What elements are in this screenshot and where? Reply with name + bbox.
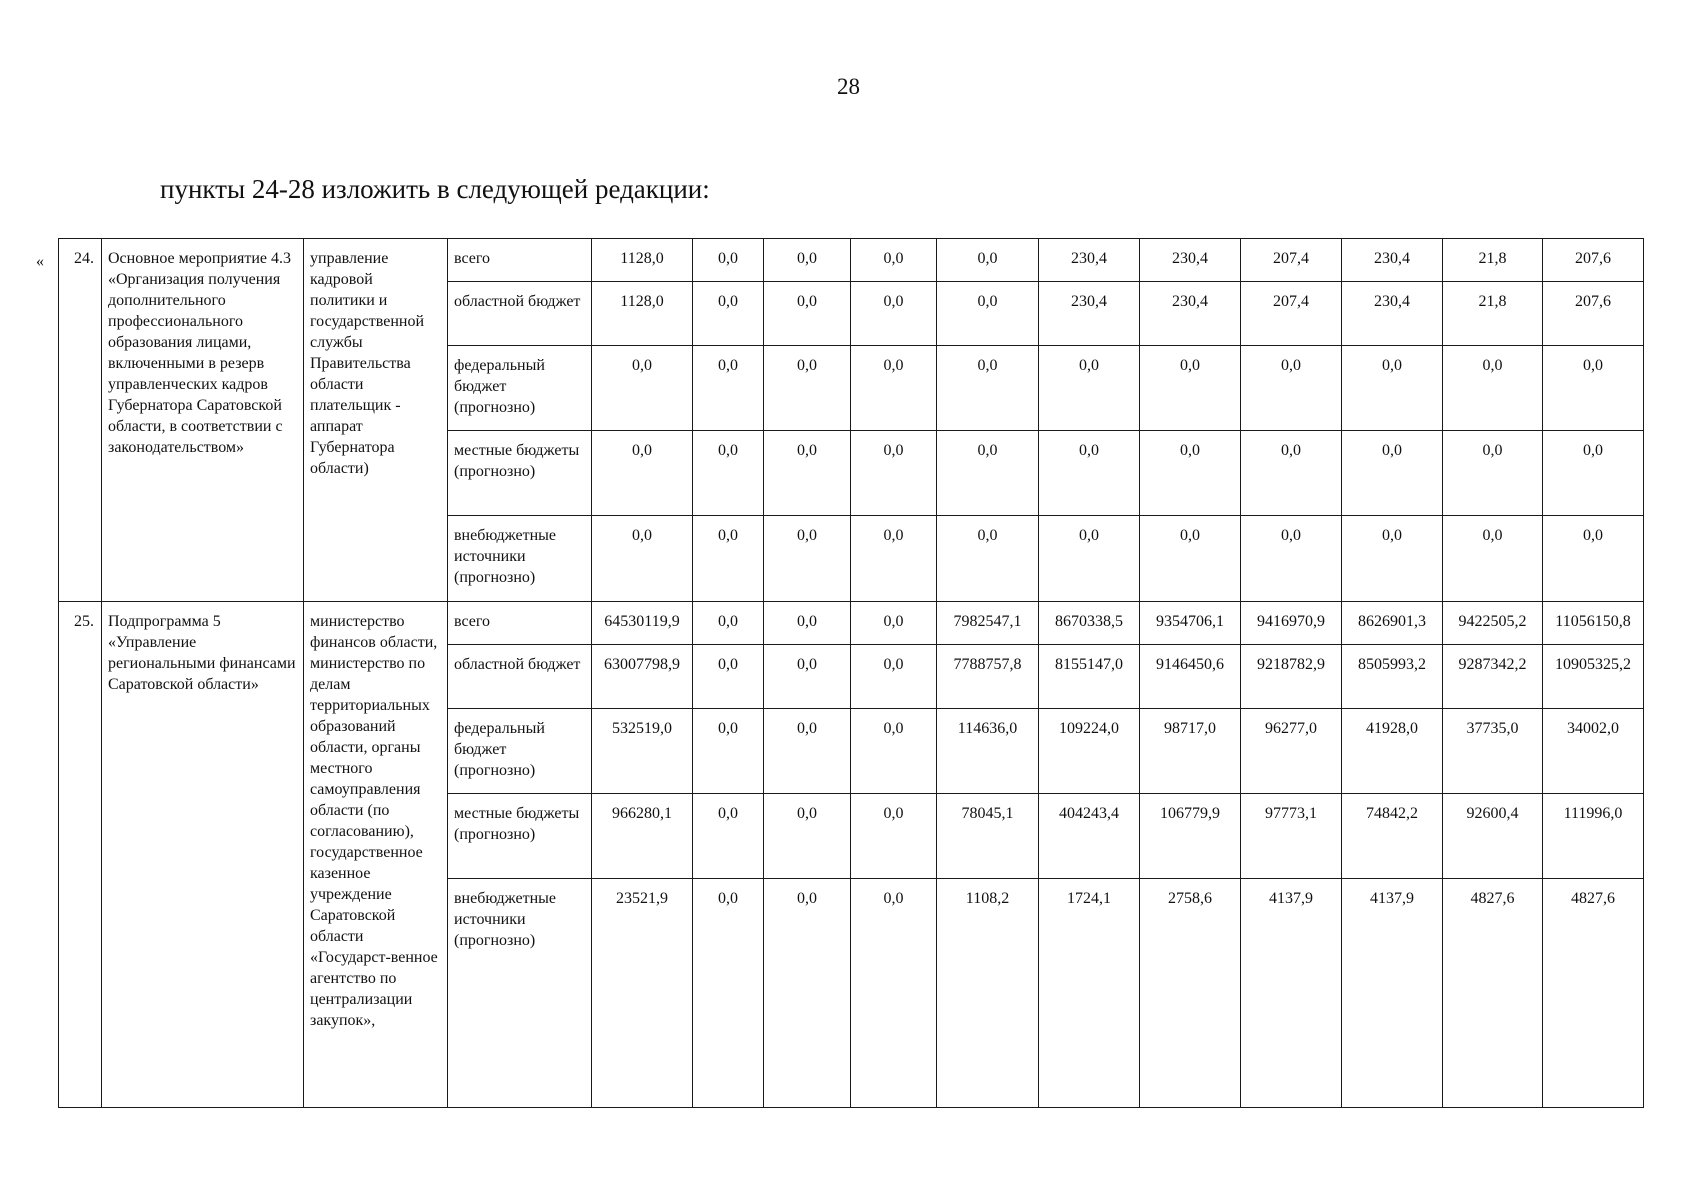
funding-value-cell: 0,0: [592, 516, 693, 602]
funding-value-cell: 230,4: [1039, 239, 1140, 282]
funding-value-cell: 0,0: [937, 431, 1039, 516]
funding-value-cell: 0,0: [592, 346, 693, 431]
item-number: 25.: [59, 602, 102, 1108]
funding-value-cell: 0,0: [1543, 346, 1644, 431]
funding-value-cell: 9287342,2: [1443, 645, 1543, 709]
funding-value-cell: 0,0: [851, 346, 937, 431]
funding-value-cell: 37735,0: [1443, 709, 1543, 794]
funding-value-cell: 21,8: [1443, 282, 1543, 346]
funding-value-cell: 0,0: [851, 516, 937, 602]
funding-value-cell: 0,0: [764, 282, 851, 346]
funding-value-cell: 2758,6: [1140, 879, 1241, 1108]
funding-value-cell: 114636,0: [937, 709, 1039, 794]
table-row: [59, 602, 1644, 645]
funding-value-cell: 96277,0: [1241, 709, 1342, 794]
funding-value-cell: 0,0: [1543, 516, 1644, 602]
funding-value-cell: 7788757,8: [937, 645, 1039, 709]
funding-value-cell: 1128,0: [592, 282, 693, 346]
funding-value-cell: 0,0: [1443, 346, 1543, 431]
funding-source-label: всего: [448, 239, 592, 282]
funding-value-cell: 0,0: [1342, 346, 1443, 431]
funding-value-cell: 0,0: [1140, 516, 1241, 602]
funding-value-cell: 9416970,9: [1241, 602, 1342, 645]
funding-value-cell: 207,6: [1543, 282, 1644, 346]
funding-value-cell: 41928,0: [1342, 709, 1443, 794]
funding-value-cell: 11056150,8: [1543, 602, 1644, 645]
funding-value-cell: 92600,4: [1443, 794, 1543, 879]
funding-value-cell: 532519,0: [592, 709, 693, 794]
funding-value-cell: 0,0: [1241, 516, 1342, 602]
funding-value-cell: 0,0: [851, 282, 937, 346]
funding-value-cell: 230,4: [1342, 239, 1443, 282]
funding-value-cell: 230,4: [1140, 239, 1241, 282]
funding-value-cell: 9354706,1: [1140, 602, 1241, 645]
funding-value-cell: 0,0: [1342, 431, 1443, 516]
item-name: Подпрограмма 5 «Управление региональными финансами Саратовской области»: [102, 602, 304, 1108]
funding-value-cell: 0,0: [1543, 431, 1644, 516]
item-name: Основное мероприятие 4.3 «Организация получения дополнительного профессионального образования лицами, включенными в резерв управленческих кадров Губернатора Саратовской области, в соответствии с законодательством»: [102, 239, 304, 602]
funding-value-cell: 207,4: [1241, 239, 1342, 282]
funding-value-cell: 9422505,2: [1443, 602, 1543, 645]
item-number: 24.: [59, 239, 102, 602]
funding-value-cell: 64530119,9: [592, 602, 693, 645]
page-number: 28: [837, 74, 860, 99]
funding-value-cell: 0,0: [937, 346, 1039, 431]
funding-value-cell: 230,4: [1342, 282, 1443, 346]
funding-source-label: всего: [448, 602, 592, 645]
item-executor: министерство финансов области, министерство по делам территориальных образований области, органы местного самоуправления области (по согласованию), государственное казенное учреждение Саратовской области «Государст-венное агентство по централизации закупок»,: [304, 602, 448, 1108]
funding-value-cell: 207,4: [1241, 282, 1342, 346]
funding-value-cell: 0,0: [937, 282, 1039, 346]
funding-value-cell: 9218782,9: [1241, 645, 1342, 709]
funding-value-cell: 0,0: [1241, 431, 1342, 516]
item-executor: управление кадровой политики и государственной службы Правительства области плательщик - аппарат Губернатора области): [304, 239, 448, 602]
funding-value-cell: 8670338,5: [1039, 602, 1140, 645]
funding-value-cell: 0,0: [851, 602, 937, 645]
funding-value-cell: 74842,2: [1342, 794, 1443, 879]
funding-value-cell: 8626901,3: [1342, 602, 1443, 645]
funding-value-cell: 0,0: [1140, 346, 1241, 431]
funding-value-cell: 0,0: [764, 709, 851, 794]
funding-value-cell: 0,0: [764, 346, 851, 431]
funding-value-cell: 0,0: [592, 431, 693, 516]
amendment-intro-text: пункты 24-28 изложить в следующей редакции:: [160, 174, 710, 204]
funding-value-cell: 23521,9: [592, 879, 693, 1108]
funding-value-cell: 0,0: [851, 794, 937, 879]
funding-value-cell: 0,0: [764, 431, 851, 516]
funding-value-cell: 0,0: [764, 516, 851, 602]
funding-source-label: федеральный бюджет (прогнозно): [448, 709, 592, 794]
funding-value-cell: 0,0: [693, 879, 764, 1108]
funding-source-label: местные бюджеты (прогнозно): [448, 431, 592, 516]
funding-value-cell: 207,6: [1543, 239, 1644, 282]
funding-value-cell: 34002,0: [1543, 709, 1644, 794]
funding-value-cell: 230,4: [1140, 282, 1241, 346]
funding-value-cell: 0,0: [1039, 346, 1140, 431]
funding-value-cell: 0,0: [764, 879, 851, 1108]
funding-value-cell: 0,0: [764, 645, 851, 709]
funding-value-cell: 10905325,2: [1543, 645, 1644, 709]
funding-value-cell: 111996,0: [1543, 794, 1644, 879]
funding-value-cell: 4827,6: [1443, 879, 1543, 1108]
funding-value-cell: 0,0: [851, 879, 937, 1108]
funding-value-cell: 97773,1: [1241, 794, 1342, 879]
opening-quote-mark: «: [36, 253, 44, 270]
funding-value-cell: 0,0: [851, 239, 937, 282]
funding-value-cell: 0,0: [693, 602, 764, 645]
funding-value-cell: 0,0: [693, 709, 764, 794]
budget-table: [58, 238, 1644, 1108]
funding-value-cell: 0,0: [693, 431, 764, 516]
funding-source-label: внебюджетные источники (прогнозно): [448, 879, 592, 1108]
funding-value-cell: 21,8: [1443, 239, 1543, 282]
funding-value-cell: 0,0: [851, 709, 937, 794]
funding-value-cell: 0,0: [693, 794, 764, 879]
funding-value-cell: 0,0: [693, 239, 764, 282]
funding-value-cell: 0,0: [851, 645, 937, 709]
funding-source-label: областной бюджет: [448, 645, 592, 709]
funding-value-cell: 404243,4: [1039, 794, 1140, 879]
funding-source-label: внебюджетные источники (прогнозно): [448, 516, 592, 602]
funding-value-cell: 0,0: [693, 645, 764, 709]
funding-value-cell: 4137,9: [1241, 879, 1342, 1108]
funding-value-cell: 0,0: [1039, 431, 1140, 516]
funding-value-cell: 8505993,2: [1342, 645, 1443, 709]
funding-value-cell: 1108,2: [937, 879, 1039, 1108]
funding-value-cell: 0,0: [1443, 516, 1543, 602]
funding-value-cell: 106779,9: [1140, 794, 1241, 879]
funding-value-cell: 0,0: [764, 602, 851, 645]
funding-value-cell: 1724,1: [1039, 879, 1140, 1108]
funding-value-cell: 9146450,6: [1140, 645, 1241, 709]
funding-value-cell: 8155147,0: [1039, 645, 1140, 709]
funding-value-cell: 0,0: [693, 282, 764, 346]
table-row: [59, 239, 1644, 282]
funding-value-cell: 1128,0: [592, 239, 693, 282]
funding-value-cell: 0,0: [851, 431, 937, 516]
funding-value-cell: 7982547,1: [937, 602, 1039, 645]
funding-value-cell: 63007798,9: [592, 645, 693, 709]
funding-value-cell: 966280,1: [592, 794, 693, 879]
funding-value-cell: 4137,9: [1342, 879, 1443, 1108]
funding-value-cell: 0,0: [1241, 346, 1342, 431]
funding-value-cell: 230,4: [1039, 282, 1140, 346]
funding-value-cell: 0,0: [937, 516, 1039, 602]
funding-value-cell: 0,0: [937, 239, 1039, 282]
funding-source-label: областной бюджет: [448, 282, 592, 346]
funding-value-cell: 0,0: [764, 794, 851, 879]
funding-value-cell: 4827,6: [1543, 879, 1644, 1108]
funding-value-cell: 98717,0: [1140, 709, 1241, 794]
funding-value-cell: 0,0: [693, 346, 764, 431]
funding-value-cell: 0,0: [764, 239, 851, 282]
funding-source-label: местные бюджеты (прогнозно): [448, 794, 592, 879]
funding-value-cell: 0,0: [693, 516, 764, 602]
funding-value-cell: 0,0: [1039, 516, 1140, 602]
funding-value-cell: 109224,0: [1039, 709, 1140, 794]
funding-source-label: федеральный бюджет (прогнозно): [448, 346, 592, 431]
funding-value-cell: 78045,1: [937, 794, 1039, 879]
funding-value-cell: 0,0: [1443, 431, 1543, 516]
funding-value-cell: 0,0: [1140, 431, 1241, 516]
funding-value-cell: 0,0: [1342, 516, 1443, 602]
